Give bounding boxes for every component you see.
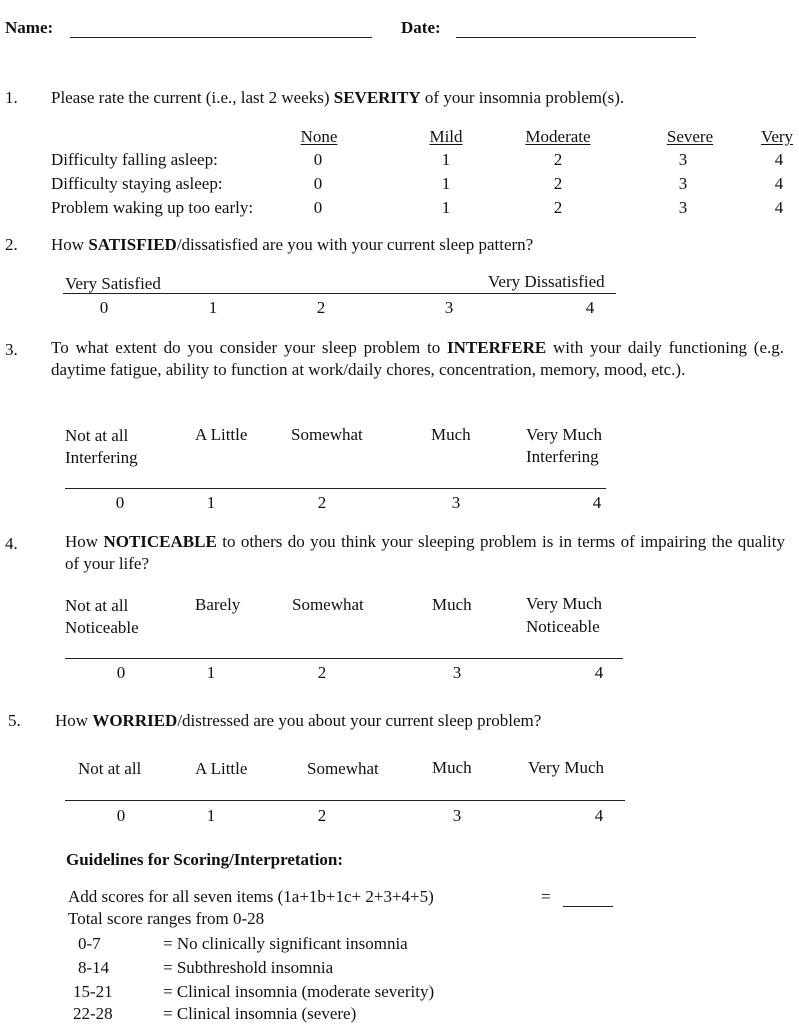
q2-right-anchor: Very Dissatisfied [488,272,605,291]
q5-scale-line [65,800,625,801]
scoring-range-line: Total score ranges from 0-28 [68,909,265,928]
q5-question: How WORRIED/distressed are you about your current sleep problem? [55,711,542,730]
q3-opt[interactable]: 3 [451,493,461,512]
scoring-equals: = [541,887,551,906]
q4-label: Somewhat [292,595,364,614]
q3-label: Much [431,425,471,444]
q1-row2-opt[interactable]: 0 [313,174,323,193]
q4-opt[interactable]: 4 [594,663,604,682]
q1-row1-opt[interactable]: 2 [553,150,563,169]
q1-col-mild: Mild [429,127,463,146]
q4-label: Much [432,595,472,614]
band-desc: = Subthreshold insomnia [163,958,334,977]
q1-col-very: Very [760,127,794,146]
q1-row2-opt[interactable]: 3 [678,174,688,193]
q3-sublabel: Interfering [526,447,599,466]
q3-scale-line [65,488,606,489]
q2-question: How SATISFIED/dissatisfied are you with your current sleep pattern? [51,235,534,254]
date-field-line[interactable] [456,37,696,38]
q1-row2-opt[interactable]: 1 [441,174,451,193]
band-desc: = Clinical insomnia (severe) [163,1004,357,1023]
q1-row2-opt[interactable]: 4 [774,174,784,193]
band-range: 8-14 [78,958,110,977]
q1-row1-opt[interactable]: 0 [313,150,323,169]
q5-label: A Little [195,759,248,778]
q5-label: Not at all [78,759,142,778]
band-desc: = No clinically significant insomnia [163,934,408,953]
band-desc: = Clinical insomnia (moderate severity) [163,982,435,1001]
q3-question: To what extent do you consider your sleep problem to INTERFERE with your daily functioning (e.g. daytime fatigue, ability to function at work/daily chores, concentration, memory, mood, etc.). [51,338,784,379]
q4-opt[interactable]: 1 [206,663,216,682]
q5-label: Somewhat [307,759,379,778]
q4-sublabel: Noticeable [65,618,139,637]
q2-opt[interactable]: 4 [585,298,595,317]
q1-row1-opt[interactable]: 4 [774,150,784,169]
q5-opt[interactable]: 3 [452,806,462,825]
q2-scale-line [63,293,616,294]
scoring-add-line: Add scores for all seven items (1a+1b+1c+ 2+3+4+5) [68,887,434,906]
q5-opt[interactable]: 4 [594,806,604,825]
date-label: Date: [401,18,441,37]
q1-col-severe: Severe [666,127,714,146]
q1-number: 1. [5,88,18,107]
q4-opt[interactable]: 3 [452,663,462,682]
q1-question: Please rate the current (i.e., last 2 weeks) SEVERITY of your insomnia problem(s). [51,88,625,107]
q4-label: Very Much [526,594,603,613]
q4-sublabel: Noticeable [526,617,600,636]
q2-opt[interactable]: 1 [208,298,218,317]
q1-row2-opt[interactable]: 2 [553,174,563,193]
q3-label: Somewhat [291,425,363,444]
q4-label: Barely [195,595,241,614]
q3-sublabel: Interfering [65,448,138,467]
q5-label: Very Much [528,758,605,777]
q1-row-label: Difficulty falling asleep: [51,150,218,169]
q3-label: Not at all [65,426,129,445]
q4-opt[interactable]: 0 [116,663,126,682]
q3-label: Very Much [526,425,603,444]
band-range: 0-7 [78,934,101,953]
q1-row-label: Problem waking up too early: [51,198,254,217]
q3-label: A Little [195,425,248,444]
q2-left-anchor: Very Satisfied [65,274,161,293]
band-range: 15-21 [73,982,113,1001]
q5-opt[interactable]: 1 [206,806,216,825]
q5-number: 5. [8,711,21,730]
q1-col-none: None [300,127,338,146]
q3-opt[interactable]: 0 [115,493,125,512]
name-field-line[interactable] [70,37,372,38]
q1-row1-opt[interactable]: 3 [678,150,688,169]
q2-opt[interactable]: 3 [444,298,454,317]
q5-label: Much [432,758,472,777]
q4-label: Not at all [65,596,129,615]
q4-opt[interactable]: 2 [317,663,327,682]
q1-row3-opt[interactable]: 3 [678,198,688,217]
q5-opt[interactable]: 2 [317,806,327,825]
q1-row1-opt[interactable]: 1 [441,150,451,169]
q1-row3-opt[interactable]: 2 [553,198,563,217]
q2-number: 2. [5,235,18,254]
scoring-heading: Guidelines for Scoring/Interpretation: [66,850,344,869]
q4-scale-line [65,658,623,659]
q4-question: How NOTICEABLE to others do you think your sleeping problem is in terms of impairing the quality of your life? [65,532,785,573]
q1-row-label: Difficulty staying asleep: [51,174,223,193]
q2-opt[interactable]: 2 [316,298,326,317]
band-range: 22-28 [73,1004,113,1023]
q3-number: 3. [5,340,18,359]
q3-opt[interactable]: 1 [206,493,216,512]
q1-row3-opt[interactable]: 4 [774,198,784,217]
q1-col-moderate: Moderate [525,127,591,146]
q3-opt[interactable]: 2 [317,493,327,512]
q1-row3-opt[interactable]: 1 [441,198,451,217]
q4-number: 4. [5,534,18,553]
name-label: Name: [5,18,54,37]
q5-opt[interactable]: 0 [116,806,126,825]
total-score-field[interactable] [563,906,613,907]
q3-opt[interactable]: 4 [592,493,602,512]
q2-opt[interactable]: 0 [99,298,109,317]
q1-row3-opt[interactable]: 0 [313,198,323,217]
